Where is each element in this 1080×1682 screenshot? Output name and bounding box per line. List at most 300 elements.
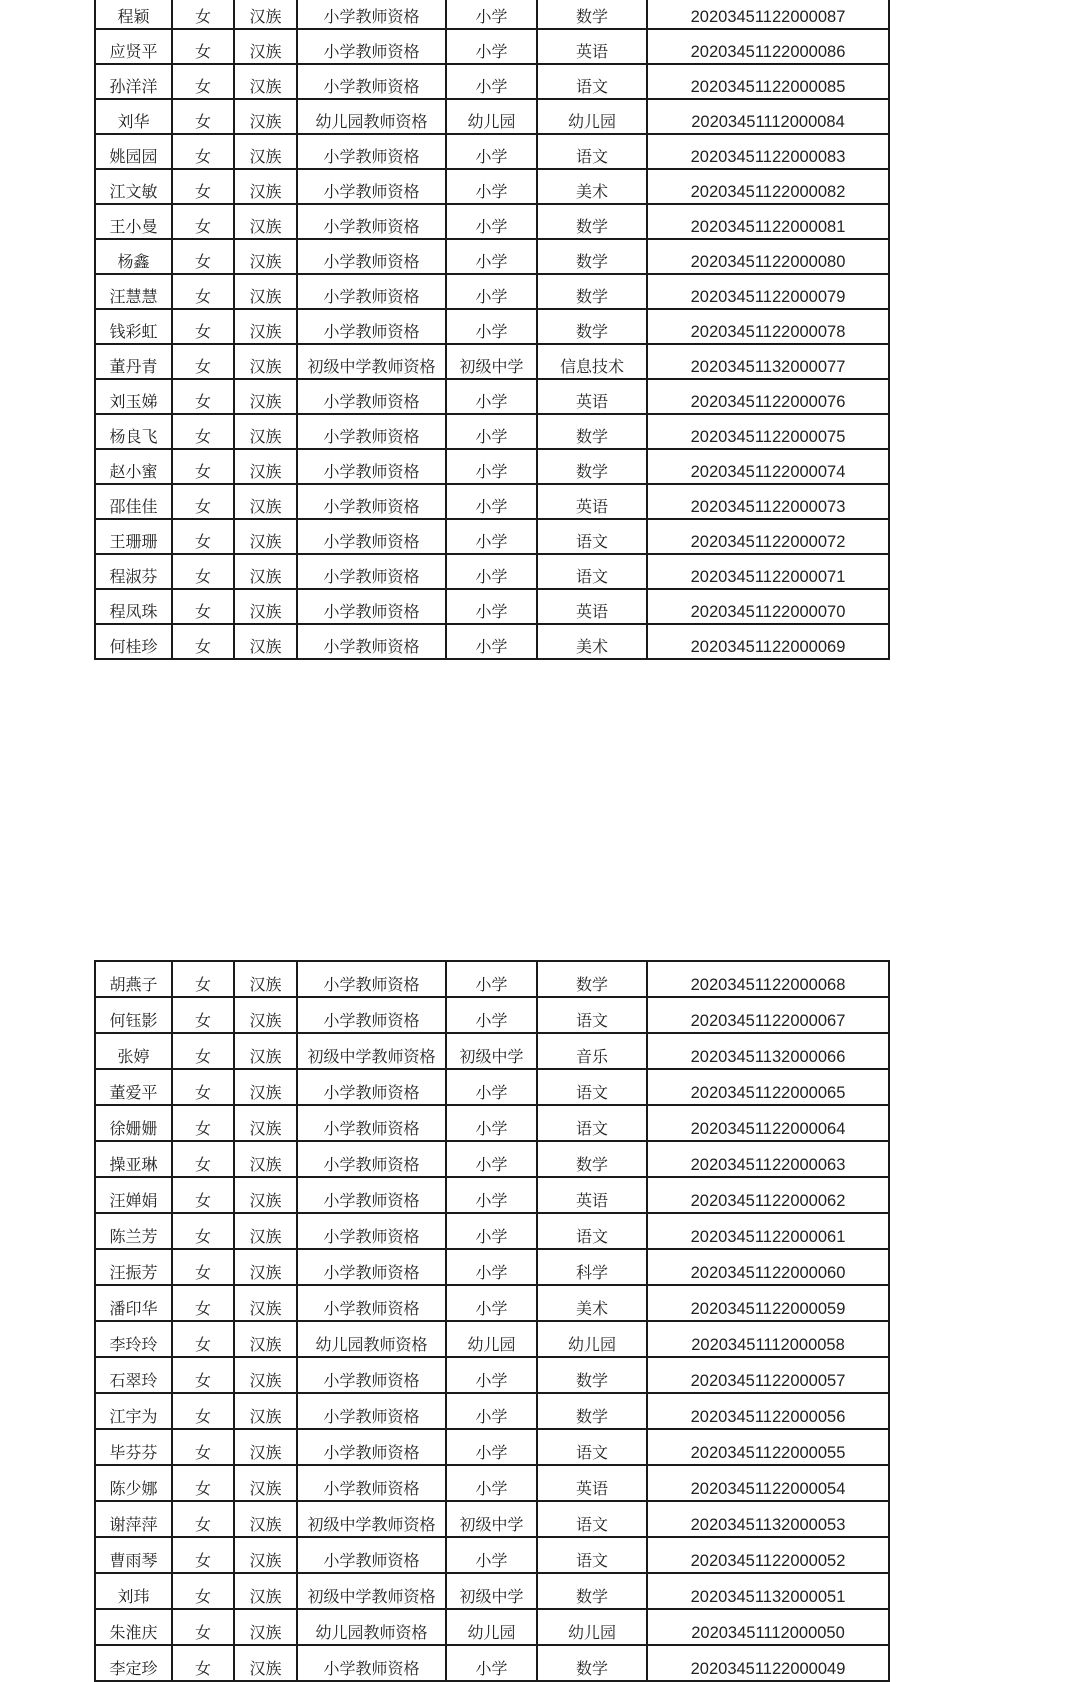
school-level-cell: 小学 [446,1177,537,1213]
table-row [95,1465,889,1501]
certificate-table-1 [94,0,890,660]
certificate-number-cell: 20203451122000078 [647,309,889,344]
name-cell: 汪慧慧 [95,274,172,309]
ethnicity-cell: 汉族 [234,449,297,484]
qualification-cell: 小学教师资格 [297,1069,446,1105]
qualification-cell: 小学教师资格 [297,1645,446,1681]
qualification-cell: 小学教师资格 [297,64,446,99]
name-cell: 姚园园 [95,134,172,169]
gender-cell: 女 [172,1141,234,1177]
name-cell: 赵小蜜 [95,449,172,484]
gender-cell: 女 [172,449,234,484]
ethnicity-cell: 汉族 [234,1357,297,1393]
gender-cell: 女 [172,1033,234,1069]
gender-cell: 女 [172,134,234,169]
gender-cell: 女 [172,1501,234,1537]
table-row [95,1141,889,1177]
table-row [95,624,889,659]
ethnicity-cell: 汉族 [234,1105,297,1141]
ethnicity-cell: 汉族 [234,484,297,519]
qualification-cell: 初级中学教师资格 [297,1033,446,1069]
qualification-cell: 小学教师资格 [297,134,446,169]
name-cell: 刘华 [95,99,172,134]
subject-cell: 英语 [537,1177,647,1213]
ethnicity-cell: 汉族 [234,997,297,1033]
ethnicity-cell: 汉族 [234,1465,297,1501]
qualification-cell: 小学教师资格 [297,624,446,659]
certificate-number-cell: 20203451122000065 [647,1069,889,1105]
qualification-cell: 小学教师资格 [297,997,446,1033]
certificate-number-cell: 20203451122000067 [647,997,889,1033]
name-cell: 徐姗姗 [95,1105,172,1141]
table-row [95,414,889,449]
subject-cell: 数学 [537,239,647,274]
school-level-cell: 小学 [446,1645,537,1681]
school-level-cell: 小学 [446,239,537,274]
table-row [95,1105,889,1141]
school-level-cell: 小学 [446,274,537,309]
table-row [95,134,889,169]
qualification-cell: 初级中学教师资格 [297,1573,446,1609]
subject-cell: 数学 [537,204,647,239]
gender-cell: 女 [172,1105,234,1141]
certificate-number-cell: 20203451132000066 [647,1033,889,1069]
table-row [95,961,889,997]
table-row [95,309,889,344]
school-level-cell: 小学 [446,204,537,239]
ethnicity-cell: 汉族 [234,554,297,589]
school-level-cell: 小学 [446,134,537,169]
name-cell: 王珊珊 [95,519,172,554]
certificate-number-cell: 20203451122000072 [647,519,889,554]
name-cell: 汪婵娟 [95,1177,172,1213]
subject-cell: 数学 [537,961,647,997]
subject-cell: 数学 [537,1141,647,1177]
qualification-cell: 小学教师资格 [297,554,446,589]
subject-cell: 幼儿园 [537,1321,647,1357]
name-cell: 张婷 [95,1033,172,1069]
certificate-number-cell: 20203451122000060 [647,1249,889,1285]
qualification-cell: 小学教师资格 [297,1393,446,1429]
certificate-number-cell: 20203451122000057 [647,1357,889,1393]
ethnicity-cell: 汉族 [234,519,297,554]
qualification-cell: 小学教师资格 [297,1465,446,1501]
ethnicity-cell: 汉族 [234,1285,297,1321]
ethnicity-cell: 汉族 [234,961,297,997]
subject-cell: 语文 [537,554,647,589]
table-row [95,344,889,379]
ethnicity-cell: 汉族 [234,169,297,204]
ethnicity-cell: 汉族 [234,1393,297,1429]
name-cell: 陈兰芳 [95,1213,172,1249]
school-level-cell: 小学 [446,29,537,64]
qualification-cell: 小学教师资格 [297,204,446,239]
name-cell: 何钰影 [95,997,172,1033]
name-cell: 操亚琳 [95,1141,172,1177]
school-level-cell: 小学 [446,1537,537,1573]
gender-cell: 女 [172,64,234,99]
ethnicity-cell: 汉族 [234,0,297,29]
subject-cell: 语文 [537,997,647,1033]
school-level-cell: 小学 [446,1429,537,1465]
subject-cell: 语文 [537,1105,647,1141]
ethnicity-cell: 汉族 [234,274,297,309]
ethnicity-cell: 汉族 [234,1141,297,1177]
school-level-cell: 小学 [446,414,537,449]
qualification-cell: 小学教师资格 [297,1249,446,1285]
school-level-cell: 小学 [446,1105,537,1141]
name-cell: 谢萍萍 [95,1501,172,1537]
table-row [95,239,889,274]
name-cell: 曹雨琴 [95,1537,172,1573]
table-row [95,169,889,204]
ethnicity-cell: 汉族 [234,64,297,99]
subject-cell: 数学 [537,449,647,484]
ethnicity-cell: 汉族 [234,309,297,344]
ethnicity-cell: 汉族 [234,204,297,239]
name-cell: 刘玉娣 [95,379,172,414]
certificate-number-cell: 20203451122000086 [647,29,889,64]
certificate-number-cell: 20203451122000056 [647,1393,889,1429]
gender-cell: 女 [172,1321,234,1357]
table-row [95,1501,889,1537]
table-row [95,484,889,519]
certificate-number-cell: 20203451122000083 [647,134,889,169]
school-level-cell: 小学 [446,589,537,624]
table-row [95,64,889,99]
school-level-cell: 小学 [446,1141,537,1177]
school-level-cell: 小学 [446,519,537,554]
qualification-cell: 小学教师资格 [297,379,446,414]
qualification-cell: 初级中学教师资格 [297,1501,446,1537]
subject-cell: 数学 [537,1393,647,1429]
qualification-cell: 小学教师资格 [297,1537,446,1573]
certificate-number-cell: 20203451132000051 [647,1573,889,1609]
gender-cell: 女 [172,519,234,554]
ethnicity-cell: 汉族 [234,379,297,414]
name-cell: 杨良飞 [95,414,172,449]
qualification-cell: 小学教师资格 [297,589,446,624]
certificate-number-cell: 20203451122000061 [647,1213,889,1249]
name-cell: 毕芬芬 [95,1429,172,1465]
name-cell: 应贤平 [95,29,172,64]
name-cell: 何桂珍 [95,624,172,659]
table-row [95,554,889,589]
gender-cell: 女 [172,997,234,1033]
qualification-cell: 小学教师资格 [297,1177,446,1213]
qualification-cell: 小学教师资格 [297,29,446,64]
qualification-cell: 幼儿园教师资格 [297,1321,446,1357]
qualification-cell: 小学教师资格 [297,1213,446,1249]
certificate-number-cell: 20203451122000062 [647,1177,889,1213]
table-row [95,1357,889,1393]
gender-cell: 女 [172,309,234,344]
table-row [95,274,889,309]
certificate-number-cell: 20203451122000055 [647,1429,889,1465]
subject-cell: 音乐 [537,1033,647,1069]
name-cell: 董爱平 [95,1069,172,1105]
table-row [95,1249,889,1285]
school-level-cell: 小学 [446,961,537,997]
subject-cell: 科学 [537,1249,647,1285]
school-level-cell: 小学 [446,64,537,99]
ethnicity-cell: 汉族 [234,239,297,274]
certificate-number-cell: 20203451112000084 [647,99,889,134]
table-row [95,449,889,484]
subject-cell: 数学 [537,1645,647,1681]
name-cell: 陈少娜 [95,1465,172,1501]
name-cell: 程淑芬 [95,554,172,589]
subject-cell: 美术 [537,624,647,659]
school-level-cell: 初级中学 [446,1501,537,1537]
school-level-cell: 小学 [446,309,537,344]
qualification-cell: 小学教师资格 [297,961,446,997]
ethnicity-cell: 汉族 [234,624,297,659]
gender-cell: 女 [172,344,234,379]
school-level-cell: 小学 [446,1213,537,1249]
subject-cell: 英语 [537,379,647,414]
subject-cell: 语文 [537,1537,647,1573]
school-level-cell: 小学 [446,554,537,589]
name-cell: 胡燕子 [95,961,172,997]
gender-cell: 女 [172,274,234,309]
name-cell: 杨鑫 [95,239,172,274]
gender-cell: 女 [172,1537,234,1573]
gender-cell: 女 [172,0,234,29]
qualification-cell: 小学教师资格 [297,519,446,554]
certificate-number-cell: 20203451122000080 [647,239,889,274]
table-row [95,1177,889,1213]
subject-cell: 语文 [537,1429,647,1465]
table-row [95,519,889,554]
certificate-number-cell: 20203451122000070 [647,589,889,624]
gender-cell: 女 [172,1609,234,1645]
qualification-cell: 小学教师资格 [297,169,446,204]
name-cell: 汪振芳 [95,1249,172,1285]
table-row [95,997,889,1033]
ethnicity-cell: 汉族 [234,1321,297,1357]
ethnicity-cell: 汉族 [234,1177,297,1213]
subject-cell: 数学 [537,274,647,309]
table-row [95,589,889,624]
school-level-cell: 小学 [446,1393,537,1429]
subject-cell: 语文 [537,134,647,169]
qualification-cell: 小学教师资格 [297,0,446,29]
ethnicity-cell: 汉族 [234,414,297,449]
subject-cell: 语文 [537,519,647,554]
school-level-cell: 小学 [446,484,537,519]
school-level-cell: 小学 [446,379,537,414]
qualification-cell: 幼儿园教师资格 [297,1609,446,1645]
school-level-cell: 小学 [446,1249,537,1285]
name-cell: 刘玮 [95,1573,172,1609]
gender-cell: 女 [172,169,234,204]
table-row [95,1393,889,1429]
certificate-table-2 [94,960,890,1682]
school-level-cell: 幼儿园 [446,1321,537,1357]
table-row [95,1321,889,1357]
gender-cell: 女 [172,554,234,589]
certificate-number-cell: 20203451122000075 [647,414,889,449]
gender-cell: 女 [172,379,234,414]
table-row [95,379,889,414]
name-cell: 程凤珠 [95,589,172,624]
table-row [95,0,889,29]
subject-cell: 英语 [537,484,647,519]
school-level-cell: 小学 [446,1069,537,1105]
name-cell: 邵佳佳 [95,484,172,519]
school-level-cell: 小学 [446,997,537,1033]
name-cell: 潘印华 [95,1285,172,1321]
gender-cell: 女 [172,1645,234,1681]
subject-cell: 数学 [537,1357,647,1393]
qualification-cell: 小学教师资格 [297,274,446,309]
table-row [95,1429,889,1465]
certificate-number-cell: 20203451112000058 [647,1321,889,1357]
school-level-cell: 初级中学 [446,344,537,379]
school-level-cell: 小学 [446,449,537,484]
subject-cell: 英语 [537,1465,647,1501]
school-level-cell: 幼儿园 [446,1609,537,1645]
certificate-number-cell: 20203451122000059 [647,1285,889,1321]
subject-cell: 语文 [537,1069,647,1105]
certificate-number-cell: 20203451112000050 [647,1609,889,1645]
subject-cell: 英语 [537,589,647,624]
ethnicity-cell: 汉族 [234,29,297,64]
ethnicity-cell: 汉族 [234,1033,297,1069]
qualification-cell: 小学教师资格 [297,309,446,344]
subject-cell: 语文 [537,64,647,99]
certificate-number-cell: 20203451122000069 [647,624,889,659]
subject-cell: 幼儿园 [537,99,647,134]
name-cell: 程颖 [95,0,172,29]
name-cell: 李玲玲 [95,1321,172,1357]
certificate-number-cell: 20203451122000076 [647,379,889,414]
name-cell: 江宇为 [95,1393,172,1429]
table-row [95,1573,889,1609]
subject-cell: 美术 [537,169,647,204]
certificate-number-cell: 20203451122000063 [647,1141,889,1177]
ethnicity-cell: 汉族 [234,1213,297,1249]
certificate-number-cell: 20203451122000087 [647,0,889,29]
certificate-number-cell: 20203451122000073 [647,484,889,519]
gender-cell: 女 [172,1429,234,1465]
ethnicity-cell: 汉族 [234,1249,297,1285]
gender-cell: 女 [172,484,234,519]
gender-cell: 女 [172,624,234,659]
name-cell: 孙洋洋 [95,64,172,99]
gender-cell: 女 [172,1357,234,1393]
table-row [95,1609,889,1645]
gender-cell: 女 [172,1393,234,1429]
subject-cell: 语文 [537,1213,647,1249]
subject-cell: 数学 [537,0,647,29]
gender-cell: 女 [172,961,234,997]
name-cell: 石翠玲 [95,1357,172,1393]
school-level-cell: 幼儿园 [446,99,537,134]
school-level-cell: 初级中学 [446,1573,537,1609]
subject-cell: 英语 [537,29,647,64]
certificate-number-cell: 20203451122000054 [647,1465,889,1501]
certificate-number-cell: 20203451122000068 [647,961,889,997]
subject-cell: 数学 [537,1573,647,1609]
certificate-number-cell: 20203451122000064 [647,1105,889,1141]
table-row [95,1537,889,1573]
certificate-number-cell: 20203451132000077 [647,344,889,379]
certificate-number-cell: 20203451122000052 [647,1537,889,1573]
subject-cell: 信息技术 [537,344,647,379]
subject-cell: 数学 [537,309,647,344]
subject-cell: 语文 [537,1501,647,1537]
subject-cell: 美术 [537,1285,647,1321]
ethnicity-cell: 汉族 [234,1537,297,1573]
school-level-cell: 小学 [446,624,537,659]
table-row [95,1033,889,1069]
table-row [95,1069,889,1105]
ethnicity-cell: 汉族 [234,1573,297,1609]
school-level-cell: 小学 [446,169,537,204]
table-row [95,1213,889,1249]
certificate-number-cell: 20203451122000081 [647,204,889,239]
certificate-number-cell: 20203451122000085 [647,64,889,99]
ethnicity-cell: 汉族 [234,134,297,169]
gender-cell: 女 [172,589,234,624]
gender-cell: 女 [172,1249,234,1285]
school-level-cell: 初级中学 [446,1033,537,1069]
table-row [95,29,889,64]
gender-cell: 女 [172,1285,234,1321]
school-level-cell: 小学 [446,0,537,29]
name-cell: 朱淮庆 [95,1609,172,1645]
ethnicity-cell: 汉族 [234,99,297,134]
certificate-number-cell: 20203451132000053 [647,1501,889,1537]
gender-cell: 女 [172,414,234,449]
school-level-cell: 小学 [446,1285,537,1321]
gender-cell: 女 [172,29,234,64]
school-level-cell: 小学 [446,1357,537,1393]
qualification-cell: 小学教师资格 [297,1357,446,1393]
subject-cell: 数学 [537,414,647,449]
gender-cell: 女 [172,1177,234,1213]
school-level-cell: 小学 [446,1465,537,1501]
gender-cell: 女 [172,239,234,274]
name-cell: 王小曼 [95,204,172,239]
name-cell: 江文敏 [95,169,172,204]
name-cell: 董丹青 [95,344,172,379]
qualification-cell: 小学教师资格 [297,1285,446,1321]
ethnicity-cell: 汉族 [234,1609,297,1645]
ethnicity-cell: 汉族 [234,1429,297,1465]
name-cell: 李定珍 [95,1645,172,1681]
qualification-cell: 小学教师资格 [297,484,446,519]
gender-cell: 女 [172,204,234,239]
certificate-number-cell: 20203451122000074 [647,449,889,484]
ethnicity-cell: 汉族 [234,1069,297,1105]
gender-cell: 女 [172,1573,234,1609]
qualification-cell: 小学教师资格 [297,449,446,484]
ethnicity-cell: 汉族 [234,589,297,624]
gender-cell: 女 [172,99,234,134]
qualification-cell: 小学教师资格 [297,239,446,274]
gender-cell: 女 [172,1465,234,1501]
certificate-number-cell: 20203451122000079 [647,274,889,309]
table-row [95,99,889,134]
qualification-cell: 小学教师资格 [297,1141,446,1177]
ethnicity-cell: 汉族 [234,1501,297,1537]
qualification-cell: 小学教师资格 [297,1105,446,1141]
gender-cell: 女 [172,1213,234,1249]
certificate-number-cell: 20203451122000071 [647,554,889,589]
